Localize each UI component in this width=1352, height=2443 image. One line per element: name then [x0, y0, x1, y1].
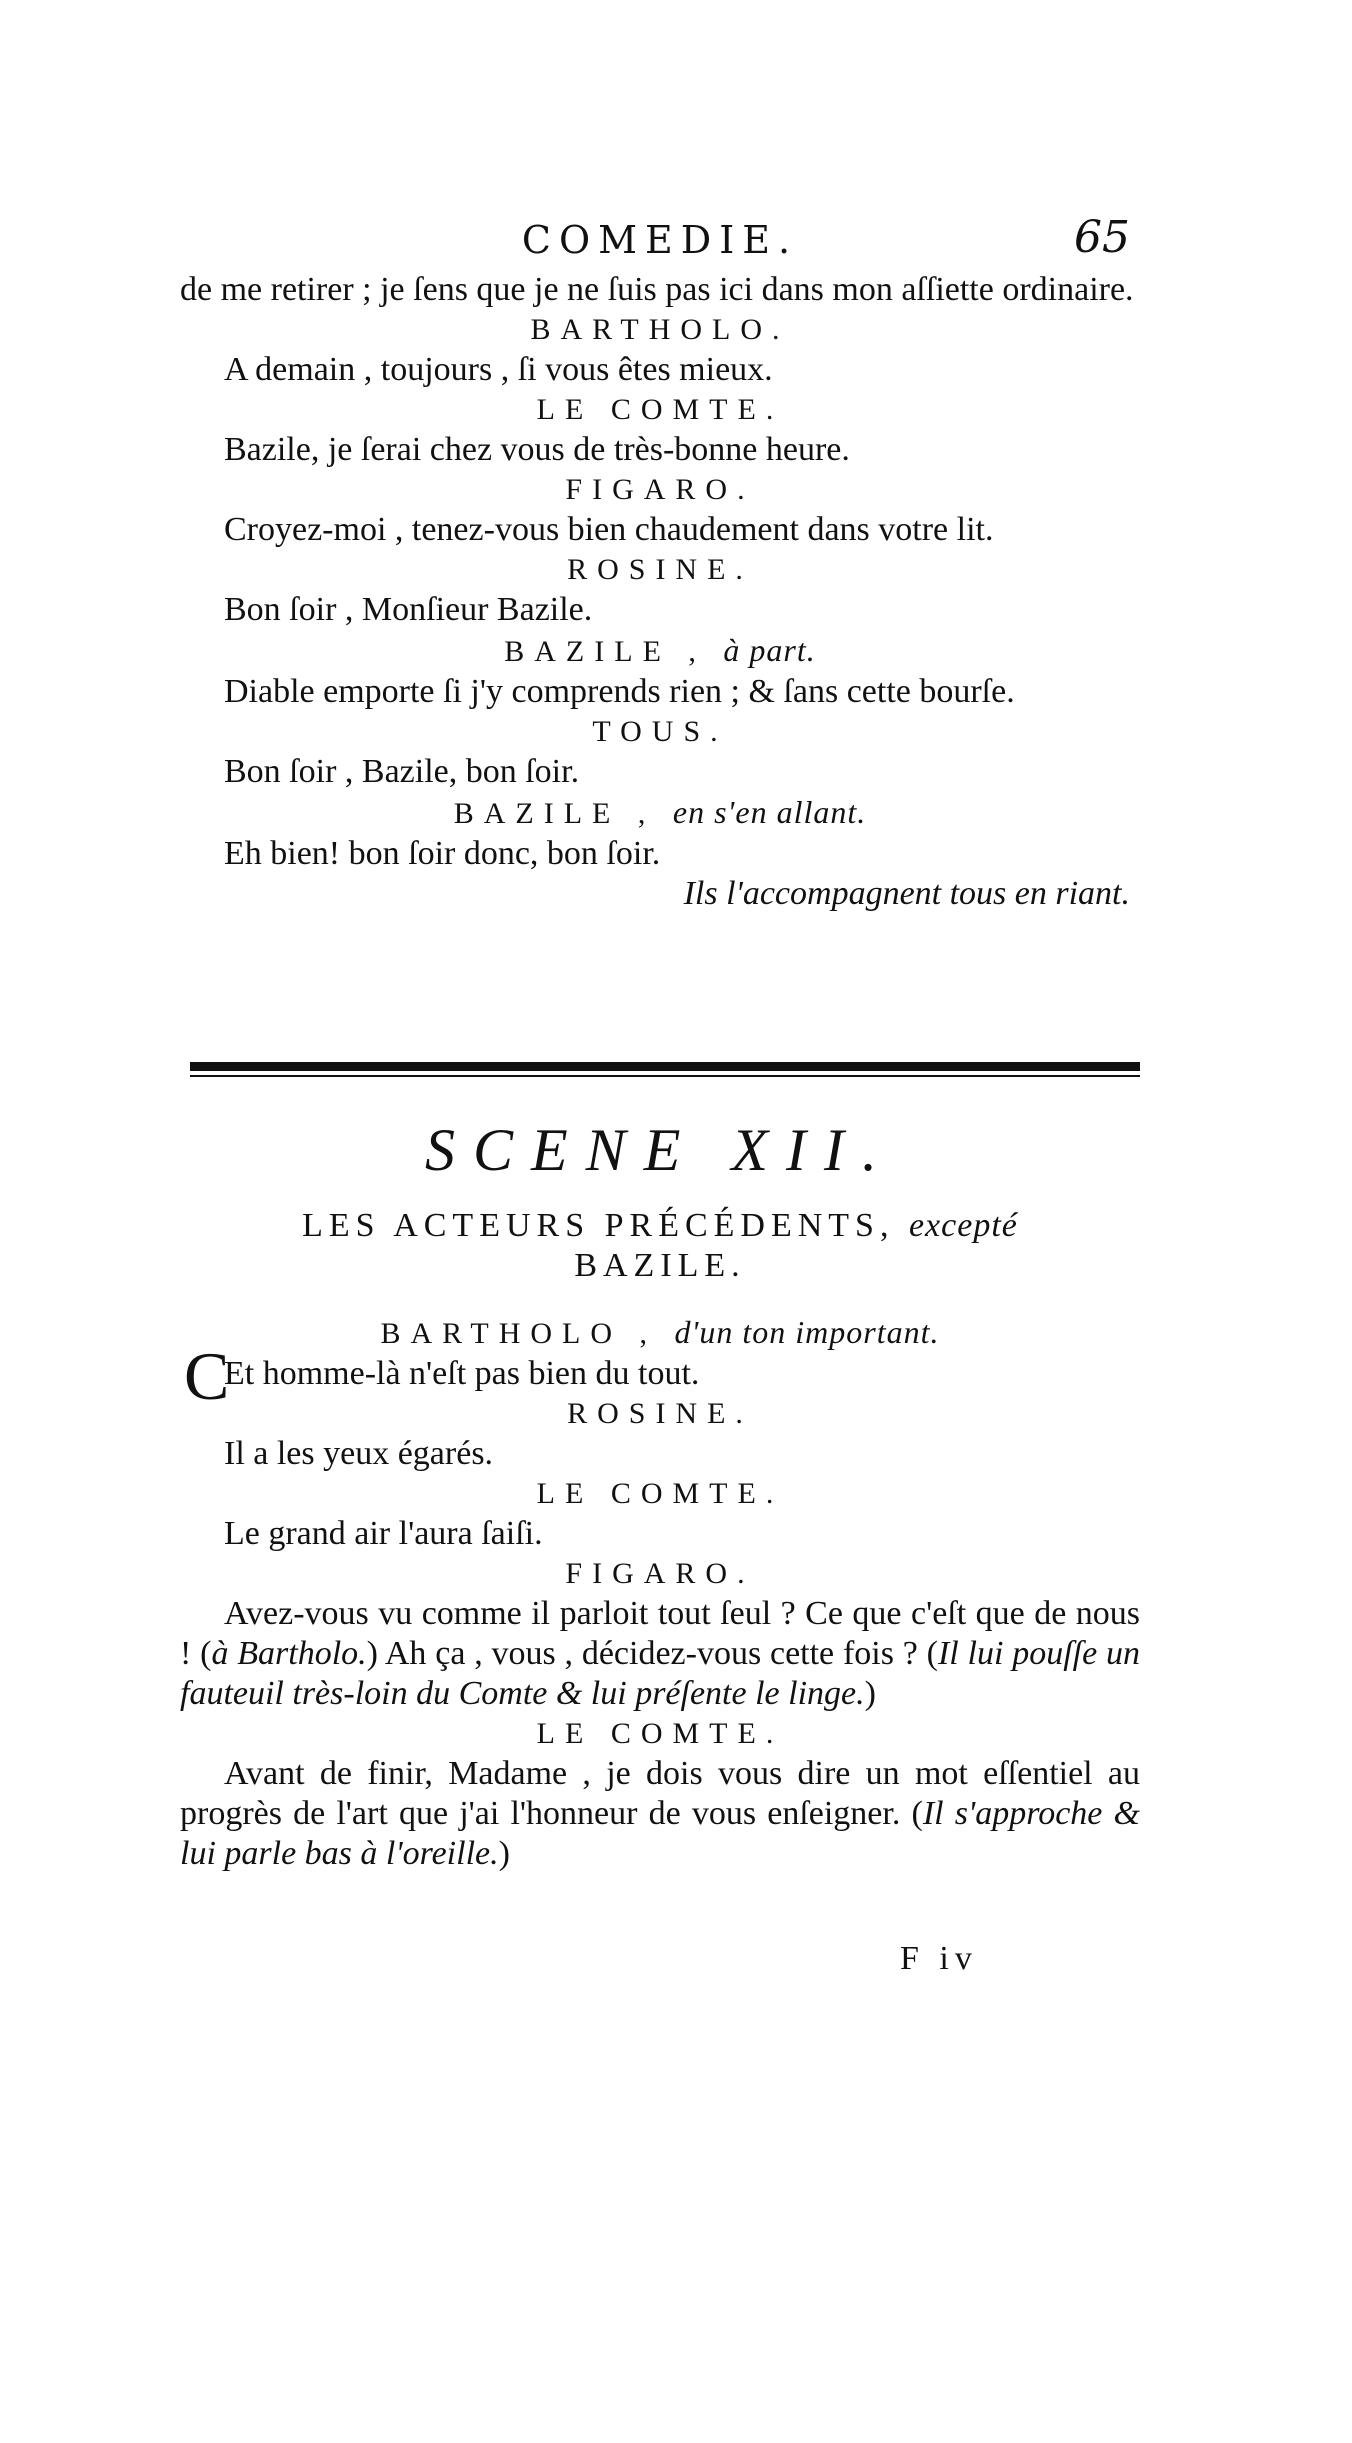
page-header	[180, 212, 1140, 268]
speaker-name: ROSINE.	[567, 1397, 753, 1430]
speaker-name: FIGARO.	[565, 1557, 755, 1590]
cast-line-2: BAZILE.	[574, 1247, 746, 1284]
speech-line: Diable emporte ſi j'y comprends rien ; & ſans cette bourſe.	[224, 673, 1015, 710]
speaker-name	[180, 630, 1140, 672]
speech-line: Eh bien! bon ſoir donc, bon ſoir.	[224, 835, 661, 872]
speaker-label: BARTHOLO ,	[380, 1317, 658, 1350]
speaker-name: FIGARO.	[565, 473, 755, 506]
drop-cap: C	[184, 1338, 230, 1414]
speaker-name	[180, 1312, 1140, 1354]
stage-direction: à part.	[723, 632, 816, 668]
speech-paragraph	[180, 1594, 1140, 1714]
speech-text: Avez-vous vu comme il parloit tout ſeul ? Ce que c'eſt que de nous ! (	[180, 1595, 1140, 1672]
speech-paragraph	[180, 1754, 1140, 1874]
stage-direction: en s'en allant.	[672, 794, 867, 830]
cast-direction: excepté	[908, 1207, 1018, 1244]
scene-title: SCENE XII.	[425, 1117, 895, 1183]
speaker-name: LE COMTE.	[536, 393, 784, 426]
dialogue-part-2	[180, 1312, 1140, 1874]
cast-line	[180, 1206, 1140, 1246]
aside-direction: Il lui pouſſe un fauteuil très-loin du Comte & lui préſente le linge.	[180, 1635, 1140, 1712]
divider-thin-line	[190, 1075, 1140, 1077]
signature-mark: F iv	[900, 1940, 978, 1977]
section-divider	[190, 1062, 1140, 1077]
speech-line: Le grand air l'aura ſaiſi.	[224, 1515, 543, 1552]
speaker-name: BARTHOLO.	[530, 313, 790, 346]
speech-text: )	[498, 1835, 510, 1872]
speaker-label: BAZILE ,	[453, 797, 656, 830]
speech-line: de me retirer ; je ſens que je ne ſuis pas ici dans mon aſſiette ordinaire.	[180, 271, 1134, 308]
speech-line: A demain , toujours , ſi vous êtes mieux.	[224, 351, 773, 388]
speech-text: Et homme-là n'eſt pas bien du tout.	[224, 1355, 700, 1392]
speech-text: )	[864, 1675, 876, 1712]
speaker-name	[180, 792, 1140, 834]
running-head: COMEDIE.	[521, 218, 799, 262]
divider-thick-line	[190, 1062, 1140, 1071]
speech-line: Bazile, je ſerai chez vous de très-bonne heure.	[224, 431, 850, 468]
speech-line: Croyez-moi , tenez-vous bien chaudement dans votre lit.	[224, 511, 994, 548]
aside-direction: à Bartholo.	[211, 1635, 367, 1672]
speaker-name: ROSINE.	[567, 553, 753, 586]
speaker-name: LE COMTE.	[536, 1717, 784, 1750]
speaker-label: BAZILE ,	[504, 635, 706, 668]
speech-line: Bon ſoir , Bazile, bon ſoir.	[224, 753, 580, 790]
speech-text: Avant de finir, Madame , je dois vous dire un mot eſſentiel au progrès de l'art que j'ai l'honneur de vous enſeigner. (	[180, 1755, 1140, 1832]
scene-cast	[180, 1206, 1140, 1286]
aside-direction: Il s'approche & lui parle bas à l'oreille.	[180, 1795, 1140, 1872]
speech-line: Bon ſoir , Monſieur Bazile.	[224, 591, 593, 628]
cast-list: LES ACTEURS PRÉCÉDENTS,	[302, 1207, 895, 1244]
speech-line: Il a les yeux égarés.	[224, 1435, 494, 1472]
speech-text: ) Ah ça , vous , décidez-vous cette fois ? (	[366, 1635, 938, 1672]
speaker-name: LE COMTE.	[536, 1477, 784, 1510]
speaker-name: TOUS.	[592, 715, 728, 748]
stage-direction: Ils l'accompagnent tous en riant.	[683, 875, 1130, 912]
stage-direction: d'un ton important.	[674, 1314, 940, 1350]
page-number: 65	[1074, 212, 1130, 263]
dialogue-part-1	[180, 270, 1140, 914]
